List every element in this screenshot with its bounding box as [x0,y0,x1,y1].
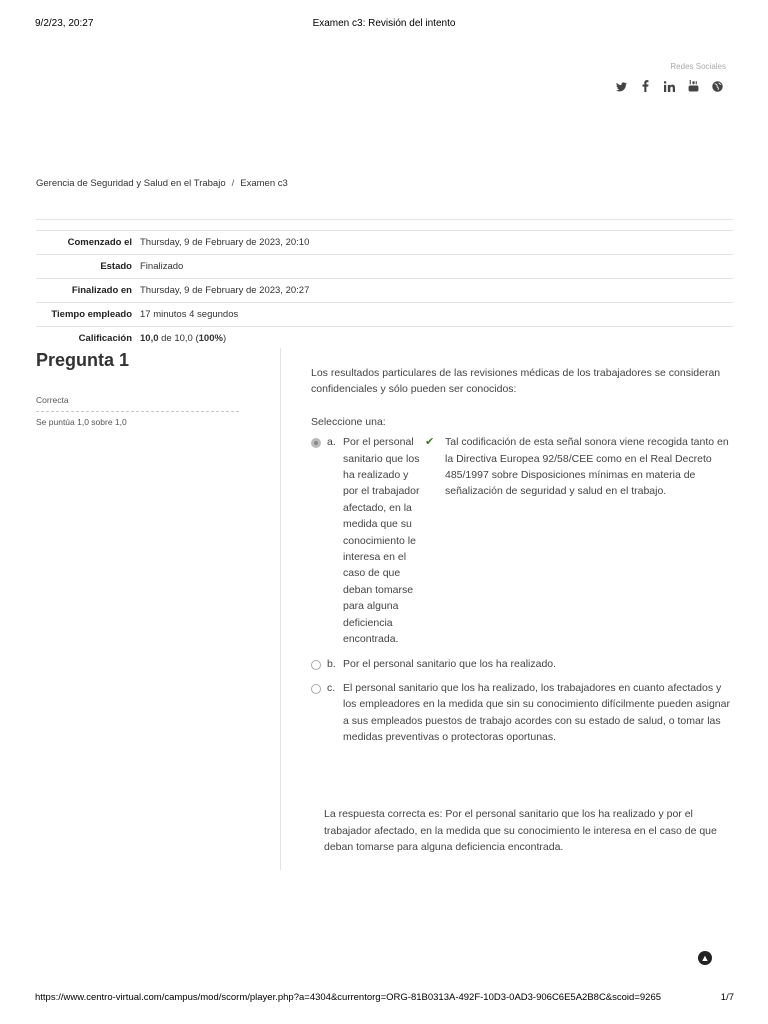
facebook-icon[interactable] [638,80,652,95]
question-state: Correcta [36,395,239,412]
option-text-c: El personal sanitario que los ha realizado, los trabajadores en cuanto afectados y los empleadores en la medida que sin su conocimiento difícilmente pueden asignar a sus empleados puestos de trabajo acordes con su estado de salud, o tomar las medidas preventivas o protectoras oportunas. [343,681,730,744]
question-info [36,350,239,427]
question-title: Pregunta 1 [36,350,130,370]
question-grade: Se puntúa 1,0 sobre 1,0 [36,417,127,427]
print-date: 9/2/23, 20:27 [35,18,94,29]
option-letter-c: c. [327,681,336,694]
globe-icon[interactable] [710,81,724,95]
breadcrumb [36,178,288,189]
linkedin-icon[interactable] [662,81,676,95]
breadcrumb-separator: / [231,178,235,189]
answer-option-a[interactable] [311,434,731,647]
option-letter-b: b. [327,657,336,670]
finished-label: Finalizado en [71,285,132,296]
print-title: Examen c3: Revisión del intento [312,18,456,29]
grade-score: 10,0 [140,333,159,344]
radio-a[interactable] [311,438,321,448]
question-prompt: Seleccione una: [311,415,386,428]
print-url: https://www.centro-virtual.com/campus/mod/scorm/player.php?a=4304&currentorg=ORG-81B0313A-492F-10D3-0AD3-906C6E5A2B8C&scoid=9265 [35,992,662,1003]
question-content [311,365,731,754]
question-text: Los resultados particulares de las revisiones médicas de los trabajadores se consideran confidenciales y sólo pueden ser conocidos: [311,367,721,396]
attempt-summary [36,219,733,350]
answer-option-b[interactable] [311,656,731,672]
option-text-a: Por el personal sanitario que los ha realizado y por el trabajador afectado, en la medida que su conocimiento le interesa en el caso de que deban tomarse para alguna deficiencia encontrada. [343,436,420,646]
summary-row-time [36,303,733,327]
breadcrumb-exam-link[interactable]: Examen c3 [240,178,288,189]
chevron-up-icon: ▲ [700,953,710,963]
state-label: Estado [100,261,132,272]
summary-row-finished [36,279,733,303]
grade-end: ) [222,333,227,344]
scroll-top-button[interactable] [698,951,712,965]
grade-mid: de 10,0 ( [158,333,199,344]
summary-row-state [36,255,733,279]
finished-value: Thursday, 9 de February de 2023, 20:27 [140,285,310,296]
grade-label: Calificación [78,333,132,344]
correct-check-icon: ✔ [425,436,435,449]
answer-option-c[interactable] [311,680,731,746]
option-feedback-a: Tal codificación de esta señal sonora viene recogida tanto en la Directiva Europea 92/58/CEE como en el Real Decreto 485/1997 sobre Disposiciones mínimas en materia de señalización de seguridad y salud en el trabajo. [445,436,729,498]
state-value: Finalizado [140,261,184,272]
youtube-icon[interactable] [686,80,700,95]
summary-row-grade [36,327,733,351]
answer-options [311,434,731,745]
radio-b[interactable] [311,660,321,670]
time-label: Tiempo empleado [51,309,132,320]
time-value: 17 minutos 4 segundos [140,309,239,320]
print-header [0,18,768,32]
started-label: Comenzado el [67,237,132,248]
social-icons [614,80,724,95]
grade-value [136,327,733,351]
right-answer: La respuesta correcta es: Por el personal sanitario que los ha realizado y por el trabajador afectado, en la medida que su conocimiento le interesa en el caso de que deban tomarse para alguna deficiencia encontrada. [324,808,717,853]
breadcrumb-course-link[interactable]: Gerencia de Seguridad y Salud en el Trabajo [36,178,226,189]
option-letter-a: a. [327,436,336,449]
radio-c[interactable] [311,684,321,694]
summary-spacer [36,220,733,231]
grade-percent: 100% [198,333,223,344]
twitter-icon[interactable] [614,81,628,95]
print-page-number: 1/7 [720,992,734,1003]
social-label: Redes Sociales [670,62,726,71]
started-value: Thursday, 9 de February de 2023, 20:10 [140,237,310,248]
question-divider [280,348,281,870]
summary-row-started [36,231,733,255]
option-text-b: Por el personal sanitario que los ha realizado. [343,657,557,670]
